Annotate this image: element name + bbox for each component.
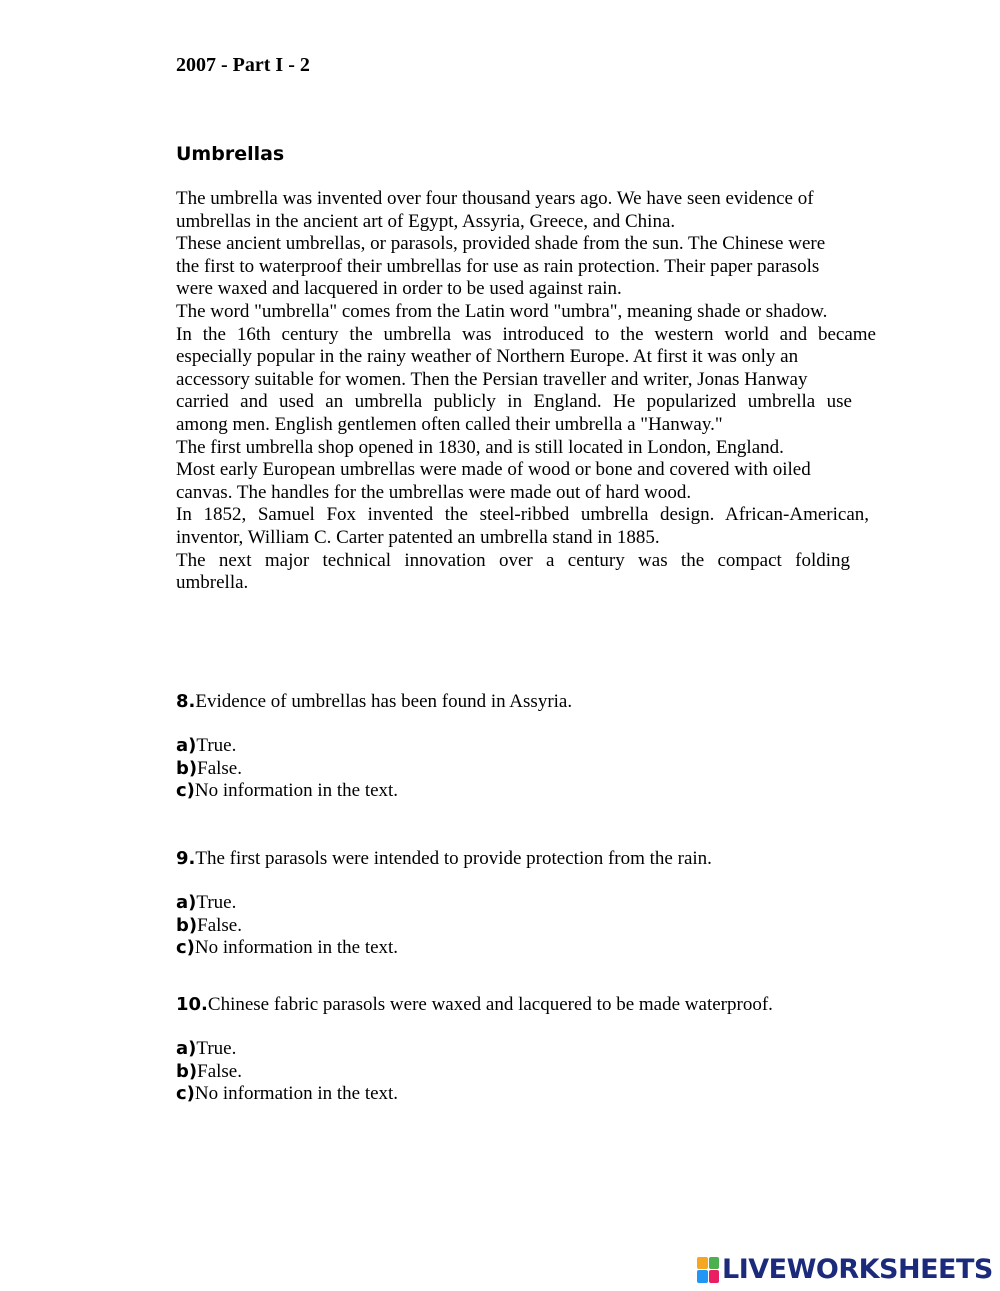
logo-text: LIVEWORKSHEETS bbox=[722, 1254, 993, 1285]
answer-options bbox=[176, 1038, 956, 1106]
option-letter: a) bbox=[176, 1038, 197, 1059]
passage-line: The word "umbrella" comes from the Latin word "umbra", meaning shade or shadow. bbox=[176, 300, 828, 322]
passage-line: carried and used an umbrella publicly in England. He popularized umbrella use bbox=[176, 391, 852, 413]
question-number: 10. bbox=[176, 994, 208, 1015]
passage-line: The next major technical innovation over a century was the compact folding bbox=[176, 549, 850, 571]
passage-line: were waxed and lacquered in order to be used against rain. bbox=[176, 278, 622, 300]
option-text: No information in the text. bbox=[194, 937, 399, 958]
question-stem bbox=[176, 994, 956, 1016]
answer-options bbox=[176, 892, 956, 960]
passage-line: canvas. The handles for the umbrellas were made out of hard wood. bbox=[176, 481, 692, 503]
option-letter: a) bbox=[176, 892, 197, 913]
passage-line: The first umbrella shop opened in 1830, and is still located in London, England. bbox=[176, 436, 784, 458]
passage-line: among men. English gentlemen often called their umbrella a "Hanway." bbox=[176, 413, 723, 435]
option-letter: c) bbox=[176, 780, 195, 801]
answer-option-a[interactable] bbox=[176, 735, 956, 758]
answer-options bbox=[176, 735, 956, 803]
passage-line: In 1852, Samuel Fox invented the steel-ribbed umbrella design. African-American, bbox=[176, 504, 869, 526]
option-text: True. bbox=[196, 735, 237, 756]
question-9 bbox=[176, 848, 956, 960]
answer-option-b[interactable] bbox=[176, 915, 956, 938]
passage-line: umbrellas in the ancient art of Egypt, Assyria, Greece, and China. bbox=[176, 210, 676, 232]
answer-option-a[interactable] bbox=[176, 892, 956, 915]
reading-passage bbox=[176, 188, 876, 595]
page-header: 2007 - Part I - 2 bbox=[176, 54, 310, 76]
question-text: The first parasols were intended to provide protection from the rain. bbox=[195, 848, 712, 869]
answer-option-a[interactable] bbox=[176, 1038, 956, 1061]
option-text: No information in the text. bbox=[194, 1083, 399, 1104]
passage-line: The umbrella was invented over four thousand years ago. We have seen evidence of bbox=[176, 188, 814, 209]
question-stem bbox=[176, 691, 956, 713]
option-text: False. bbox=[197, 1060, 242, 1082]
passage-line: the first to waterproof their umbrellas for use as rain protection. Their paper parasols bbox=[176, 255, 820, 277]
logo-square bbox=[709, 1257, 720, 1270]
question-10 bbox=[176, 994, 956, 1106]
passage-line: These ancient umbrellas, or parasols, provided shade from the sun. The Chinese were bbox=[176, 233, 826, 255]
passage-line: inventor, William C. Carter patented an umbrella stand in 1885. bbox=[176, 526, 660, 548]
passage-line: especially popular in the rainy weather of Northern Europe. At first it was only an bbox=[176, 346, 799, 368]
option-letter: b) bbox=[176, 1060, 198, 1082]
answer-option-b[interactable] bbox=[176, 1061, 956, 1084]
option-text: True. bbox=[196, 1038, 237, 1059]
option-letter: b) bbox=[176, 914, 198, 936]
option-text: False. bbox=[197, 757, 242, 779]
option-text: False. bbox=[197, 914, 242, 936]
passage-line: In the 16th century the umbrella was introduced to the western world and became bbox=[176, 323, 876, 345]
question-text: Evidence of umbrellas has been found in Assyria. bbox=[195, 691, 573, 712]
option-letter: a) bbox=[176, 735, 197, 756]
question-number: 8. bbox=[176, 691, 196, 712]
logo-square bbox=[697, 1257, 708, 1270]
passage-title: Umbrellas bbox=[176, 143, 285, 165]
question-number: 9. bbox=[176, 848, 196, 869]
answer-option-c[interactable] bbox=[176, 1083, 956, 1106]
liveworksheets-logo-icon bbox=[697, 1257, 719, 1283]
liveworksheets-logo bbox=[697, 1254, 993, 1285]
option-letter: c) bbox=[176, 937, 195, 958]
question-text: Chinese fabric parasols were waxed and lacquered to be made waterproof. bbox=[207, 994, 773, 1015]
passage-line: umbrella. bbox=[176, 572, 249, 594]
answer-option-c[interactable] bbox=[176, 780, 956, 803]
passage-line: Most early European umbrellas were made of wood or bone and covered with oiled bbox=[176, 459, 811, 481]
answer-option-b[interactable] bbox=[176, 758, 956, 781]
option-text: True. bbox=[196, 892, 237, 913]
option-text: No information in the text. bbox=[194, 780, 399, 801]
question-8 bbox=[176, 691, 956, 803]
passage-line: accessory suitable for women. Then the Persian traveller and writer, Jonas Hanway bbox=[176, 368, 808, 390]
question-stem bbox=[176, 848, 956, 870]
logo-square bbox=[697, 1270, 708, 1283]
option-letter: b) bbox=[176, 757, 198, 779]
logo-square bbox=[709, 1270, 720, 1283]
option-letter: c) bbox=[176, 1083, 195, 1104]
answer-option-c[interactable] bbox=[176, 937, 956, 960]
